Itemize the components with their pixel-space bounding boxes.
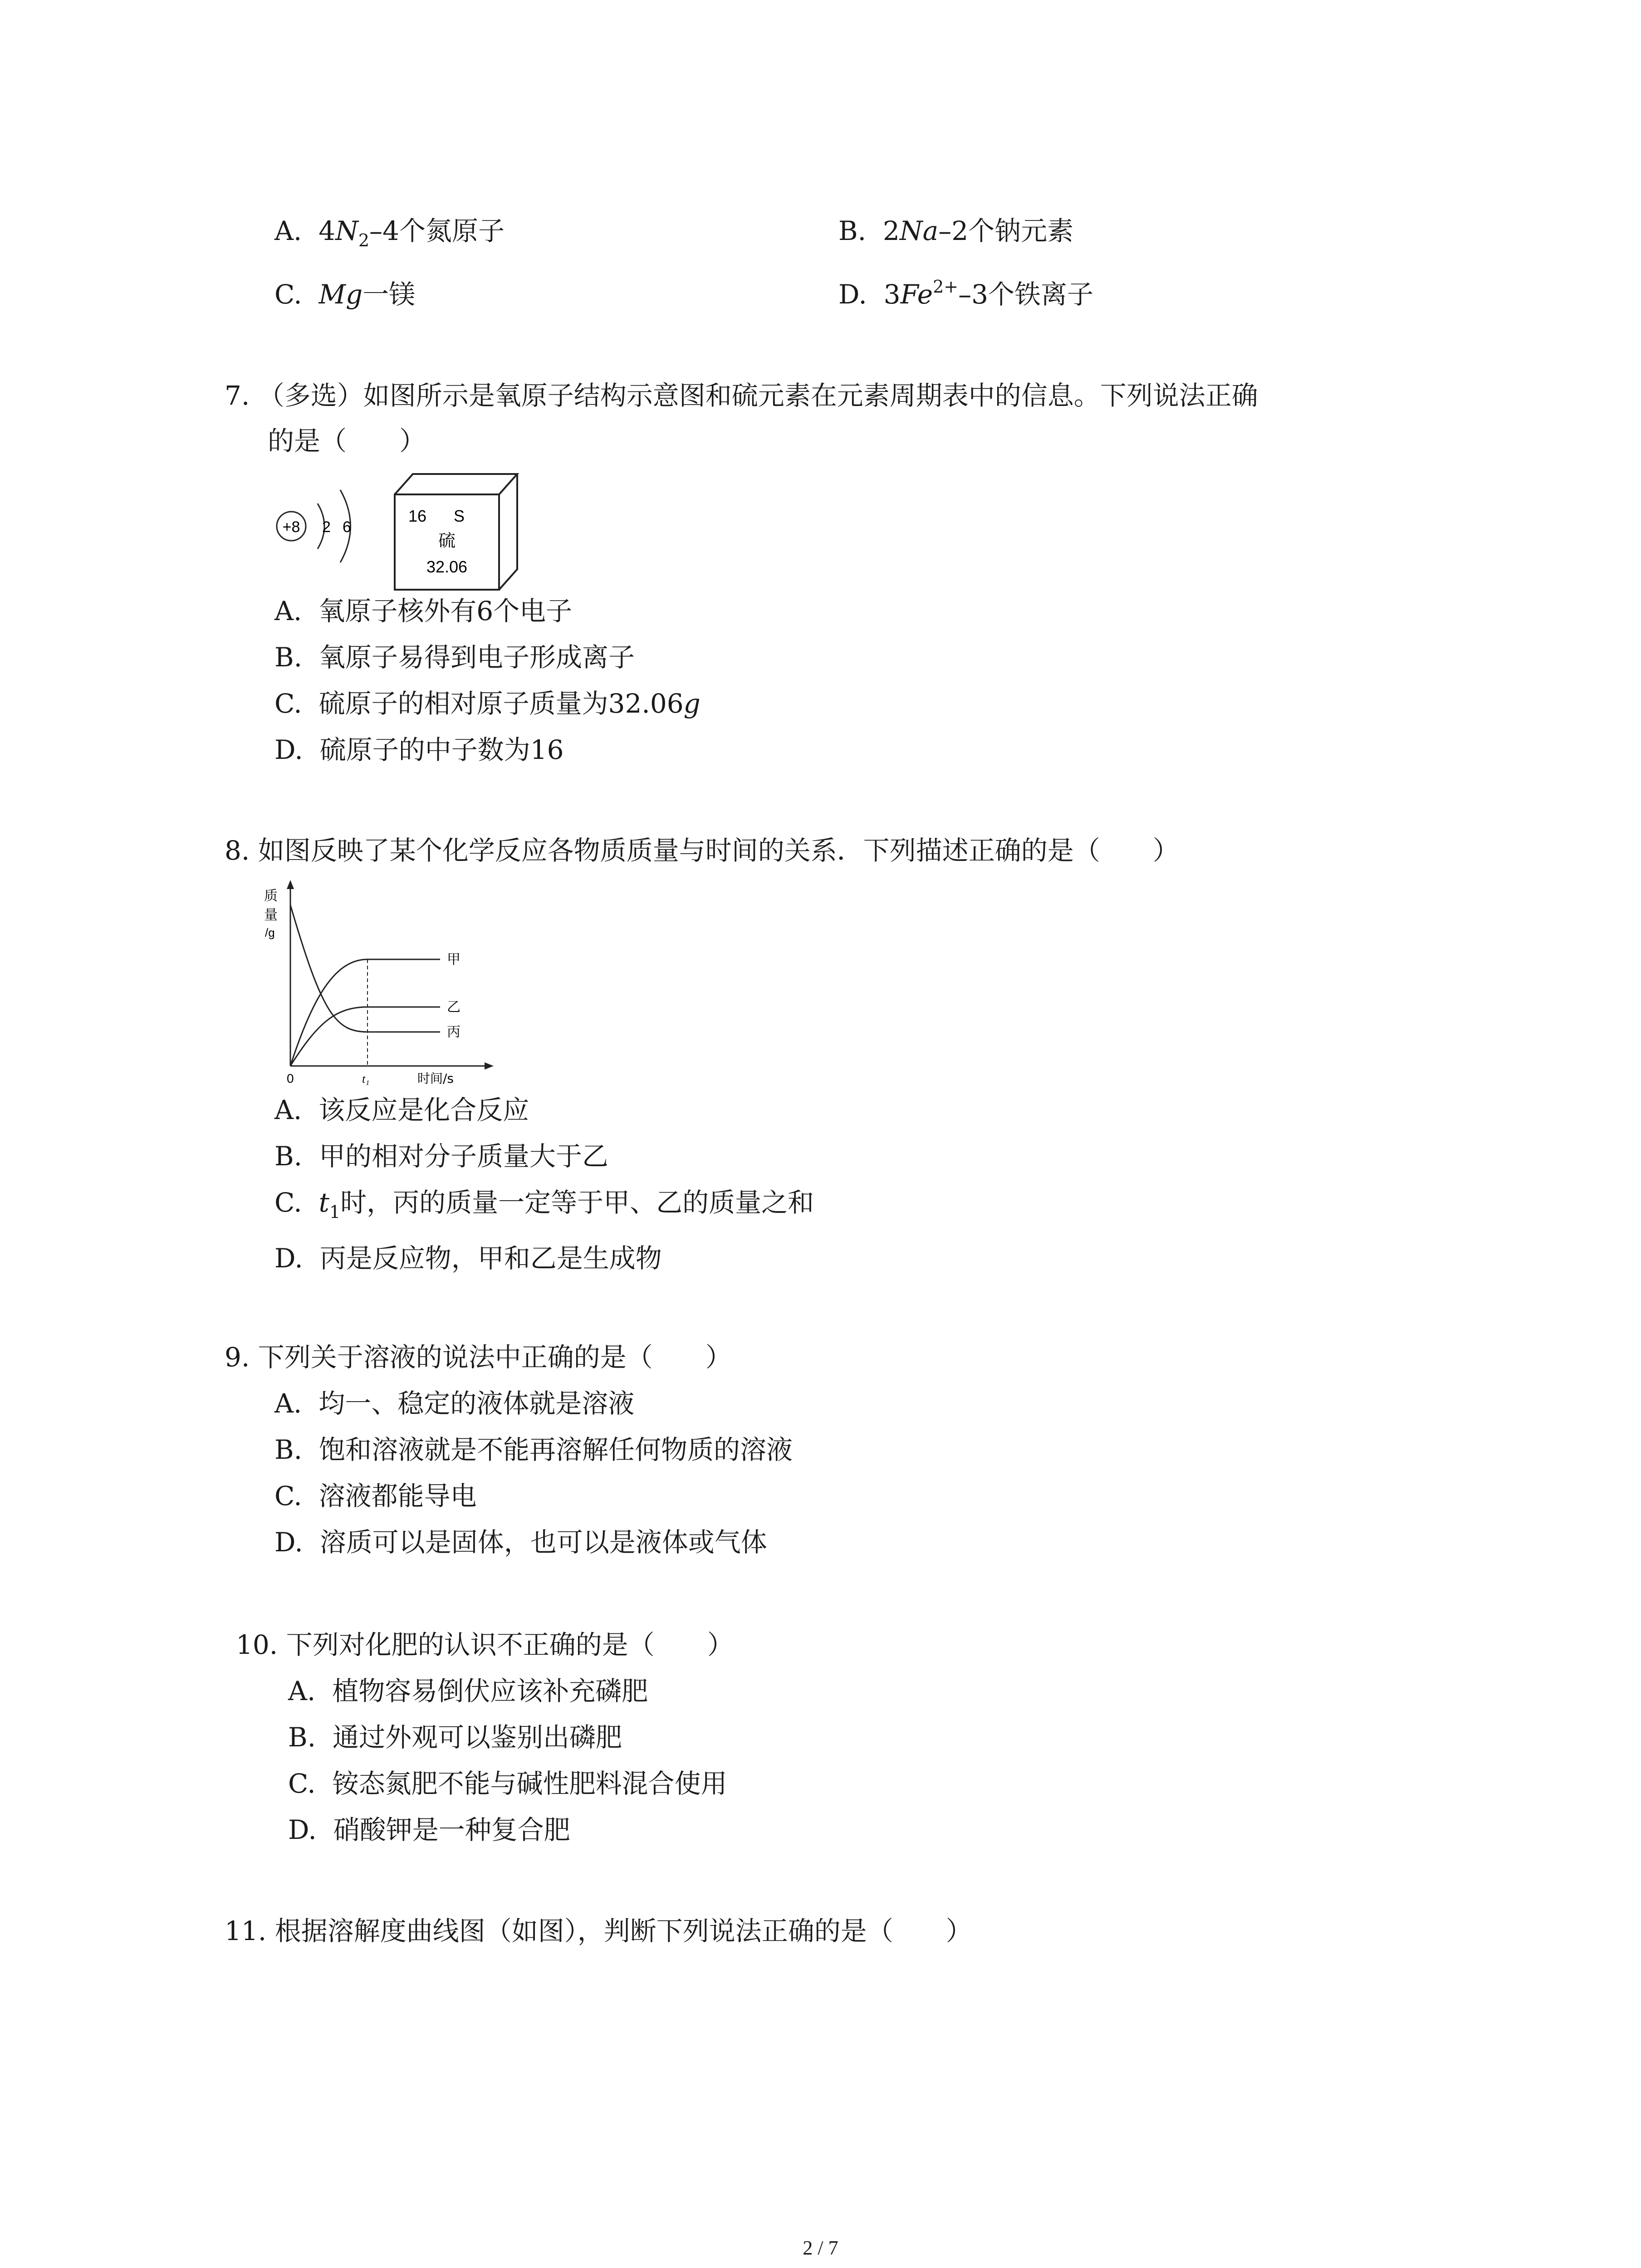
q7-figure <box>259 467 531 594</box>
q7-stem-line2: 的是（ ） <box>268 425 426 456</box>
element-name: 硫 <box>438 531 456 551</box>
q10-option-d: D. 硝酸钾是一种复合肥 <box>288 1814 570 1845</box>
series-label-jia: 甲 <box>447 952 460 968</box>
oxygen-atom-diagram <box>277 490 351 562</box>
series-yi-curve <box>290 1007 440 1066</box>
shell-1-electrons: 2 <box>322 518 331 536</box>
q10-option-c: C. 铵态氮肥不能与碱性肥料混合使用 <box>288 1768 727 1799</box>
q10-option-a: A. 植物容易倒伏应该补充磷肥 <box>288 1676 648 1706</box>
chart-xlabel: 时间/s <box>417 1071 454 1086</box>
q6-option-d: D. $3Fe^{2+}-3$个铁离子 <box>838 277 1093 310</box>
q9-option-a: A. 均一、稳定的液体就是溶液 <box>274 1388 635 1419</box>
x-axis-arrow <box>485 1062 494 1070</box>
page-number: 2 / 7 <box>803 2237 838 2259</box>
q8-chart <box>259 878 513 1091</box>
chart-ylabel-1: 质 <box>264 888 278 904</box>
q6-option-a: A. $4N_2-4$个氮原子 <box>274 215 505 250</box>
atomic-mass: 32.06 <box>426 557 468 576</box>
q7-stem-line1: 7. （多选）如图所示是氧原子结构示意图和硫元素在元素周期表中的信息。下列说法正确 <box>225 380 1258 411</box>
chart-origin: 0 <box>287 1071 294 1085</box>
q9-option-b: B. 饱和溶液就是不能再溶解任何物质的溶液 <box>274 1434 793 1465</box>
q8-option-a: A. 该反应是化合反应 <box>274 1095 529 1125</box>
y-axis-arrow <box>287 880 294 889</box>
q10-option-b: B. 通过外观可以鉴别出磷肥 <box>288 1722 622 1753</box>
chart-ylabel-2: 量 <box>264 907 278 923</box>
shell-2-electrons: 6 <box>343 518 351 536</box>
atomic-number: 16 <box>408 507 427 525</box>
series-label-yi: 乙 <box>447 999 460 1015</box>
q8-stem: 8. 如图反映了某个化学反应各物质质量与时间的关系．下列描述正确的是（ ） <box>225 835 1179 866</box>
q8-option-d: D. 丙是反应物，甲和乙是生成物 <box>274 1243 662 1274</box>
q7-option-c: C. 硫原子的相对原子质量为32.06g <box>274 688 700 719</box>
nucleus-charge: +8 <box>282 518 300 536</box>
q8-option-b: B. 甲的相对分子质量大于乙 <box>274 1141 608 1172</box>
q8-option-c: C. $t_1$时，丙的质量一定等于甲、乙的质量之和 <box>274 1187 814 1222</box>
q11-stem: 11. 根据溶解度曲线图（如图），判断下列说法正确的是（ ） <box>225 1916 972 1946</box>
q6-option-b: B. 2Na–2个钠元素 <box>838 215 1074 246</box>
q10-stem: 10. 下列对化肥的认识不正确的是（ ） <box>236 1629 734 1660</box>
sulfur-element-card <box>395 474 517 590</box>
chart-ylabel-unit: /g <box>265 926 275 939</box>
q7-option-d: D. 硫原子的中子数为16 <box>274 734 564 765</box>
q9-option-d: D. 溶质可以是固体，也可以是液体或气体 <box>274 1527 767 1558</box>
q6-option-c: C. Mg一镁 <box>274 279 416 310</box>
q7-option-b: B. 氧原子易得到电子形成离子 <box>274 642 635 673</box>
q7-option-a: A. 氧原子核外有6个电子 <box>274 596 573 626</box>
q9-option-c: C. 溶液都能导电 <box>274 1481 477 1511</box>
series-label-bing: 丙 <box>447 1024 460 1040</box>
q9-stem: 9. 下列关于溶液的说法中正确的是（ ） <box>225 1342 732 1373</box>
series-bing-curve <box>290 905 440 1032</box>
chart-t1-tick: t₁ <box>362 1072 370 1085</box>
element-symbol: S <box>454 507 465 525</box>
